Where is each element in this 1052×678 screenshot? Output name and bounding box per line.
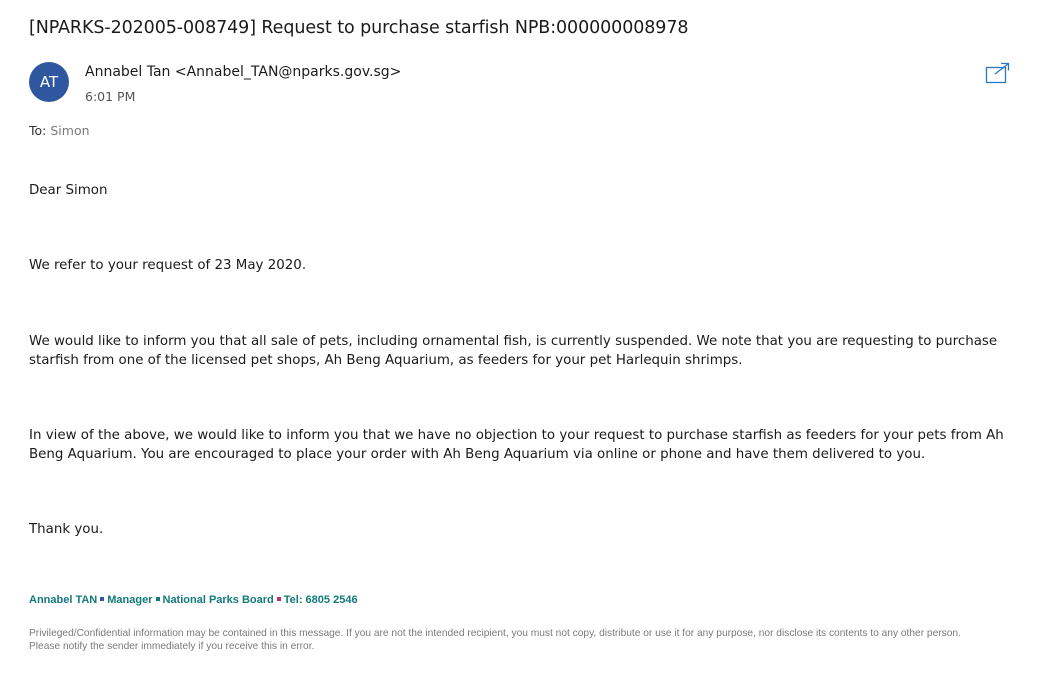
recipient-line: [29, 123, 90, 138]
to-label: To:: [29, 123, 47, 138]
popout-svg: [985, 62, 1011, 84]
closing: Thank you.: [29, 522, 104, 537]
greeting: Dear Simon: [29, 183, 108, 198]
sender-name-address[interactable]: Annabel Tan <Annabel_TAN@nparks.gov.sg>: [85, 64, 402, 80]
recipient-name[interactable]: Simon: [50, 123, 90, 138]
email-subject: [NPARKS-202005-008749] Request to purchase starfish NPB:000000008978: [29, 18, 689, 38]
avatar-initials: AT: [39, 73, 59, 91]
disclaimer-line-2: Please notify the sender immediately if you receive this in error.: [29, 641, 315, 652]
signature-tel: Tel: 6805 2546: [283, 594, 358, 606]
separator: [100, 597, 104, 601]
signature: [29, 594, 358, 606]
signature-title: Manager: [107, 594, 153, 606]
disclaimer-line-1: Privileged/Confidential information may be contained in this message. If you are not the intended recipient, you must not copy, distribute or use it for any purpose, nor disclose its contents to any other person.: [29, 628, 961, 639]
sender-avatar[interactable]: [29, 62, 69, 102]
signature-org: National Parks Board: [162, 594, 274, 606]
body-paragraph-2: We would like to inform you that all sale of pets, including ornamental fish, is currently suspended. We note that you are requesting to purchase starfish from one of the licensed pet shops, Ah Beng Aquarium, as feeders for your pet Harlequin shrimps.: [29, 334, 998, 368]
separator: [277, 597, 281, 601]
open-in-new-window-icon[interactable]: [985, 62, 1011, 84]
disclaimer: [29, 627, 1029, 653]
separator: [156, 597, 160, 601]
sent-time: 6:01 PM: [85, 89, 136, 104]
signature-name: Annabel TAN: [29, 594, 98, 606]
body-paragraph-3: In view of the above, we would like to inform you that we have no objection to your request to purchase starfish as feeders for your pets from Ah Beng Aquarium. You are encouraged to place your order with Ah Beng Aquarium via online or phone and have them delivered to you.: [29, 428, 1004, 462]
body-paragraph-1: We refer to your request of 23 May 2020.: [29, 258, 307, 273]
